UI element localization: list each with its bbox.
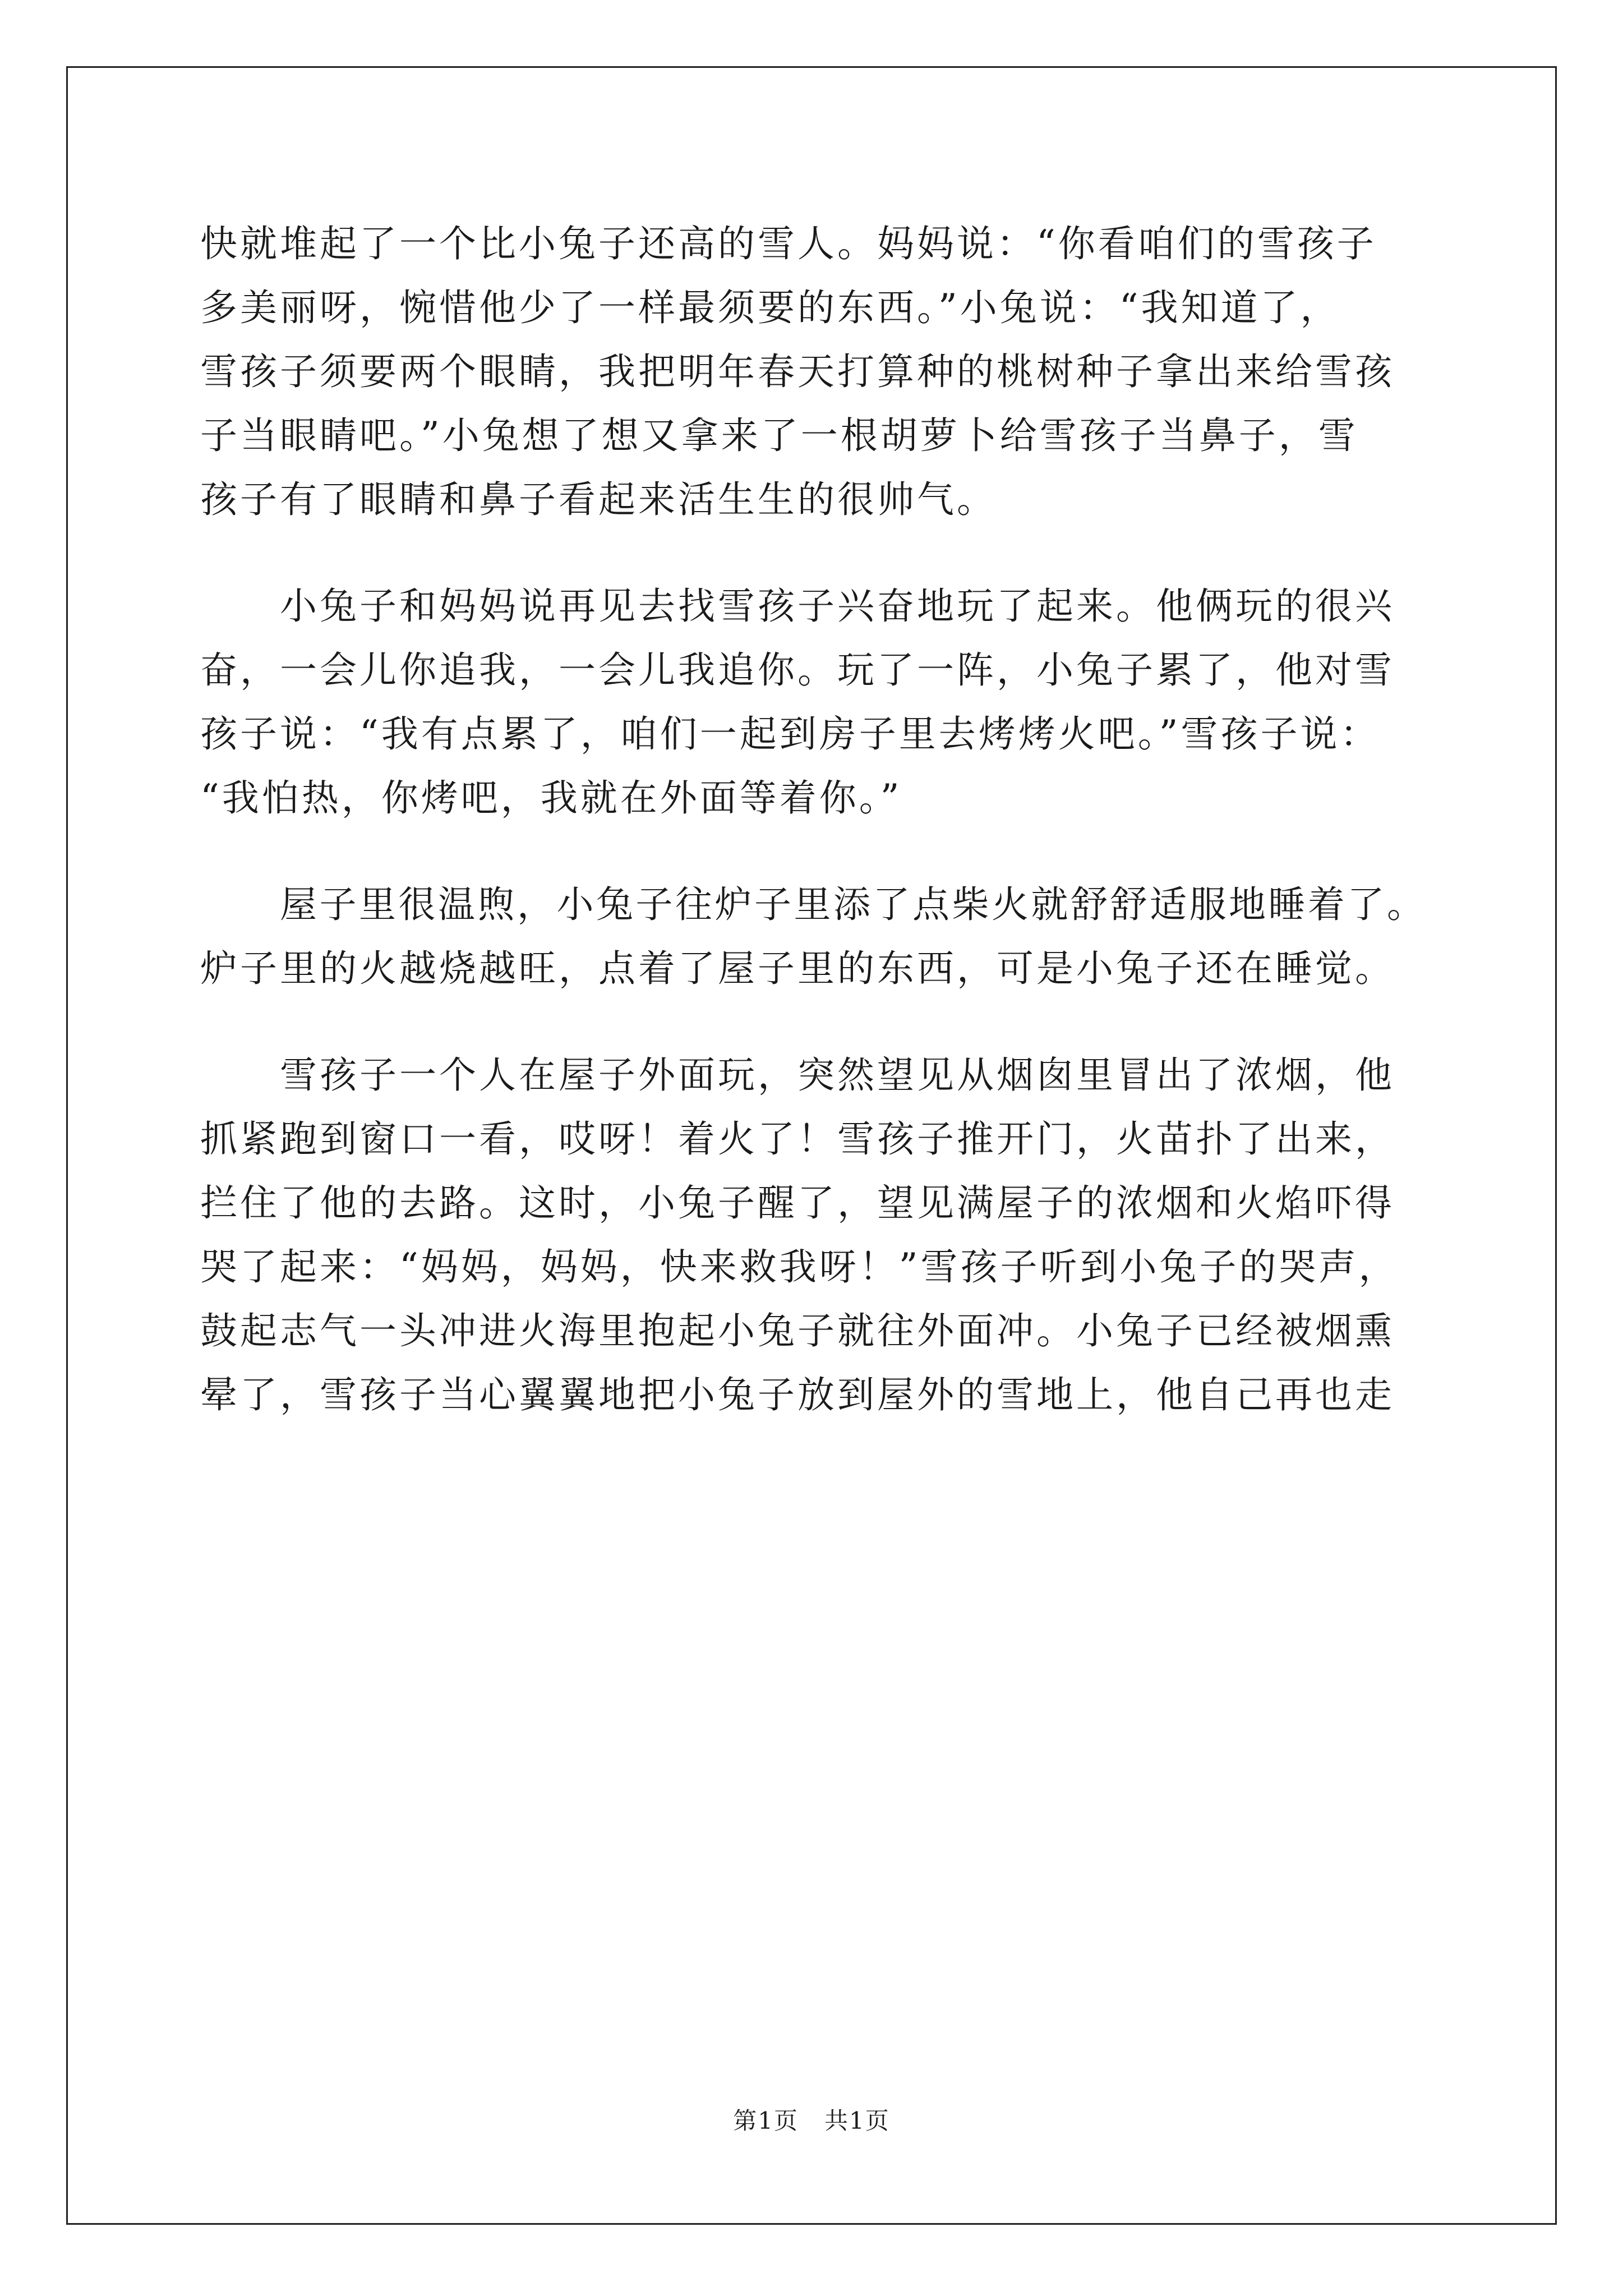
text-line: 快就堆起了一个比小兔子还高的雪人。妈妈说：“你看咱们的雪孩子: [200, 222, 1377, 265]
text-line: 晕了，雪孩子当心翼翼地把小兔子放到屋外的雪地上，他自己再也走: [200, 1373, 1395, 1416]
paragraph-1: [200, 212, 1434, 532]
text-line: 多美丽呀，惋惜他少了一样最须要的东西。”小兔说：“我知道了，: [200, 286, 1340, 329]
text-line: 奋，一会儿你追我，一会儿我追你。玩了一阵，小兔子累了，他对雪: [200, 648, 1395, 692]
text-line: 哭了起来：“妈妈，妈妈，快来救我呀！”雪孩子听到小兔子的哭声，: [200, 1245, 1399, 1289]
text-line: “我怕热，你烤吧，我就在外面等着你。”: [200, 776, 902, 820]
text-line: 炉子里的火越烧越旺，点着了屋子里的东西，可是小兔子还在睡觉。: [200, 947, 1395, 990]
text-line: 小兔子和妈妈说再见去找雪孩子兴奋地玩了起来。他俩玩的很兴: [280, 585, 1395, 628]
paragraph-4: [200, 1043, 1434, 1427]
text-line: 拦住了他的去路。这时，小兔子醒了，望见满屋子的浓烟和火焰吓得: [200, 1181, 1395, 1225]
text-line: 雪孩子一个人在屋子外面玩，突然望见从烟囱里冒出了浓烟，他: [280, 1053, 1395, 1097]
document-body: [200, 212, 1434, 1427]
paragraph-2: [200, 574, 1434, 830]
text-line: 子当眼睛吧。”小兔想了想又拿来了一根胡萝卜给雪孩子当鼻子，雪: [200, 414, 1358, 457]
text-line: 孩子说：“我有点累了，咱们一起到房子里去烤烤火吧。”雪孩子说：: [200, 712, 1380, 756]
paragraph-spacer: [200, 830, 1434, 873]
text-line: 雪孩子须要两个眼睛，我把明年春天打算种的桃树种子拿出来给雪孩: [200, 350, 1395, 393]
paragraph-3: [200, 873, 1434, 1001]
text-line: 抓紧跑到窗口一看，哎呀！着火了！雪孩子推开门，火苗扑了出来，: [200, 1117, 1395, 1161]
text-line: 孩子有了眼睛和鼻子看起来活生生的很帅气。: [200, 478, 997, 521]
page-number-footer: 第1页 共1页: [733, 2107, 890, 2134]
text-line: 鼓起志气一头冲进火海里抱起小兔子就往外面冲。小兔子已经被烟熏: [200, 1309, 1395, 1352]
paragraph-spacer: [200, 1001, 1434, 1043]
paragraph-spacer: [200, 532, 1434, 574]
text-line: 屋子里很温煦，小兔子往炉子里添了点柴火就舒舒适服地睡着了。: [280, 883, 1427, 926]
